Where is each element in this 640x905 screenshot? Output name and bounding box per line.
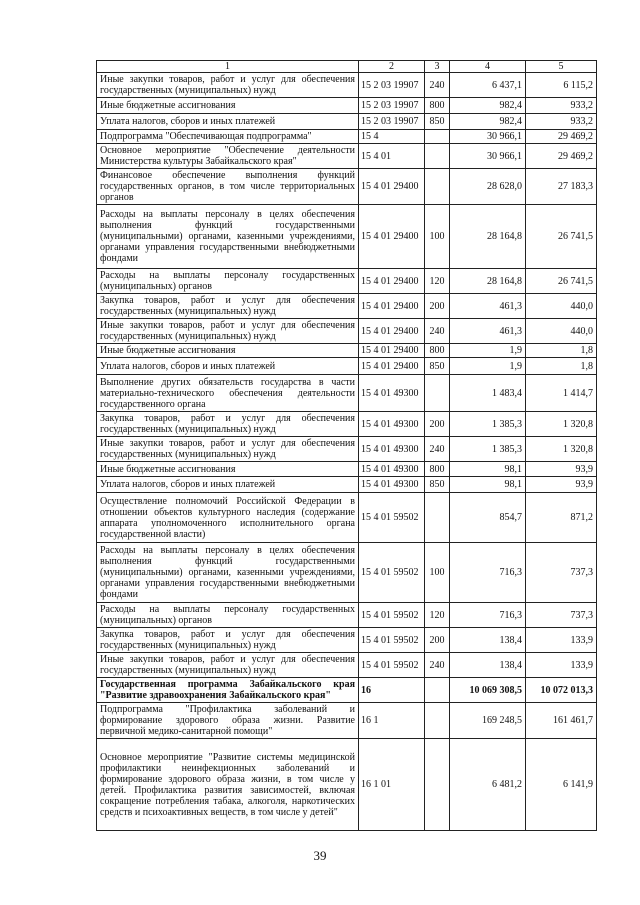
cell-value-2: 933,2 <box>526 114 597 130</box>
cell-code: 15 4 01 29400 <box>359 169 425 205</box>
cell-name: Выполнение других обязательств государства в части материально-технического обеспечения деятельности государственного органа <box>97 375 359 412</box>
cell-vr <box>425 493 450 543</box>
cell-code: 15 4 01 59502 <box>359 628 425 653</box>
cell-value-2: 27 183,3 <box>526 169 597 205</box>
cell-value-2: 6 141,9 <box>526 739 597 831</box>
cell-code: 16 1 <box>359 703 425 739</box>
table-row <box>97 375 597 412</box>
cell-value-1: 461,3 <box>450 294 526 319</box>
cell-value-2: 133,9 <box>526 653 597 678</box>
cell-name: Осуществление полномочий Российской Федерации в отношении объектов культурного наследия (содержание аппарата уполномоченного исполнительного органа государственной власти) <box>97 493 359 543</box>
cell-code: 15 4 01 29400 <box>359 344 425 358</box>
cell-value-2: 10 072 013,3 <box>526 678 597 703</box>
cell-vr: 850 <box>425 477 450 493</box>
cell-vr: 100 <box>425 205 450 269</box>
cell-vr <box>425 703 450 739</box>
cell-vr: 850 <box>425 114 450 130</box>
cell-value-2: 93,9 <box>526 462 597 477</box>
cell-vr <box>425 130 450 144</box>
table-row <box>97 114 597 130</box>
cell-value-1: 10 069 308,5 <box>450 678 526 703</box>
cell-value-2: 93,9 <box>526 477 597 493</box>
table-row <box>97 344 597 358</box>
table-row <box>97 169 597 205</box>
table-row <box>97 477 597 493</box>
cell-value-2: 1 320,8 <box>526 437 597 462</box>
cell-vr: 200 <box>425 294 450 319</box>
cell-value-2: 26 741,5 <box>526 205 597 269</box>
header-cell-name: 1 <box>97 61 359 73</box>
cell-value-1: 1 385,3 <box>450 412 526 437</box>
cell-value-1: 6 481,2 <box>450 739 526 831</box>
cell-name: Государственная программа Забайкальского края "Развитие здравоохранения Забайкальского края" <box>97 678 359 703</box>
cell-name: Расходы на выплаты персоналу в целях обеспечения выполнения функций государственными (муниципальными) органами, казенными учреждениями, органами управления государственными внебюджетными фондами <box>97 205 359 269</box>
cell-code: 15 4 01 59502 <box>359 493 425 543</box>
cell-value-1: 461,3 <box>450 319 526 344</box>
cell-code: 15 4 01 49300 <box>359 477 425 493</box>
cell-value-1: 982,4 <box>450 98 526 114</box>
cell-code: 15 4 01 <box>359 144 425 169</box>
cell-vr: 240 <box>425 437 450 462</box>
table-row <box>97 543 597 603</box>
cell-name: Закупка товаров, работ и услуг для обеспечения государственных (муниципальных) нужд <box>97 412 359 437</box>
header-cell-value-1: 4 <box>450 61 526 73</box>
cell-vr: 120 <box>425 603 450 628</box>
cell-name: Основное мероприятие "Обеспечение деятельности Министерства культуры Забайкальского края" <box>97 144 359 169</box>
cell-name: Иные закупки товаров, работ и услуг для обеспечения государственных (муниципальных) нужд <box>97 319 359 344</box>
cell-vr: 200 <box>425 628 450 653</box>
table-body <box>97 61 597 831</box>
table-row <box>97 73 597 98</box>
table-row <box>97 703 597 739</box>
cell-value-1: 98,1 <box>450 462 526 477</box>
cell-value-1: 138,4 <box>450 653 526 678</box>
cell-vr: 850 <box>425 358 450 375</box>
cell-code: 15 2 03 19907 <box>359 98 425 114</box>
table-row <box>97 653 597 678</box>
cell-value-1: 1,9 <box>450 344 526 358</box>
cell-vr: 240 <box>425 319 450 344</box>
cell-value-2: 29 469,2 <box>526 144 597 169</box>
cell-vr: 100 <box>425 543 450 603</box>
cell-value-2: 440,0 <box>526 319 597 344</box>
cell-value-2: 133,9 <box>526 628 597 653</box>
table-row <box>97 205 597 269</box>
cell-code: 15 2 03 19907 <box>359 114 425 130</box>
cell-vr <box>425 144 450 169</box>
cell-value-1: 28 164,8 <box>450 205 526 269</box>
cell-vr <box>425 739 450 831</box>
cell-value-1: 854,7 <box>450 493 526 543</box>
cell-vr: 240 <box>425 73 450 98</box>
cell-name: Закупка товаров, работ и услуг для обеспечения государственных (муниципальных) нужд <box>97 294 359 319</box>
cell-value-1: 28 164,8 <box>450 269 526 294</box>
header-cell-code: 2 <box>359 61 425 73</box>
cell-code: 15 4 01 29400 <box>359 269 425 294</box>
cell-name: Иные бюджетные ассигнования <box>97 344 359 358</box>
budget-table <box>96 60 597 831</box>
table-row <box>97 98 597 114</box>
cell-value-2: 933,2 <box>526 98 597 114</box>
cell-code: 15 4 01 59502 <box>359 603 425 628</box>
header-cell-vr: 3 <box>425 61 450 73</box>
table-row <box>97 462 597 477</box>
cell-value-1: 982,4 <box>450 114 526 130</box>
cell-name: Закупка товаров, работ и услуг для обеспечения государственных (муниципальных) нужд <box>97 628 359 653</box>
table-row <box>97 269 597 294</box>
table-header-row <box>97 61 597 73</box>
page-number: 39 <box>313 848 327 863</box>
cell-code: 16 <box>359 678 425 703</box>
table-row <box>97 144 597 169</box>
table-row <box>97 493 597 543</box>
cell-code: 15 4 01 59502 <box>359 653 425 678</box>
cell-value-2: 1 320,8 <box>526 412 597 437</box>
cell-name: Финансовое обеспечение выполнения функций государственных органов, в том числе территориальных органов <box>97 169 359 205</box>
cell-name: Иные закупки товаров, работ и услуг для обеспечения государственных (муниципальных) нужд <box>97 73 359 98</box>
table-row <box>97 130 597 144</box>
cell-value-1: 138,4 <box>450 628 526 653</box>
cell-name: Подпрограмма "Обеспечивающая подпрограмма" <box>97 130 359 144</box>
cell-name: Уплата налогов, сборов и иных платежей <box>97 114 359 130</box>
cell-code: 15 2 03 19907 <box>359 73 425 98</box>
cell-vr: 240 <box>425 653 450 678</box>
cell-value-1: 30 966,1 <box>450 130 526 144</box>
cell-value-2: 440,0 <box>526 294 597 319</box>
cell-name: Расходы на выплаты персоналу государственных (муниципальных) органов <box>97 269 359 294</box>
cell-code: 16 1 01 <box>359 739 425 831</box>
cell-name: Подпрограмма "Профилактика заболеваний и формирование здорового образа жизни. Развитие первичной медико-санитарной помощи" <box>97 703 359 739</box>
cell-vr: 120 <box>425 269 450 294</box>
table-row <box>97 603 597 628</box>
cell-value-1: 30 966,1 <box>450 144 526 169</box>
table-row <box>97 412 597 437</box>
cell-code: 15 4 <box>359 130 425 144</box>
cell-vr: 800 <box>425 98 450 114</box>
cell-vr: 800 <box>425 462 450 477</box>
cell-value-1: 1 385,3 <box>450 437 526 462</box>
table-row <box>97 294 597 319</box>
cell-value-2: 26 741,5 <box>526 269 597 294</box>
cell-name: Уплата налогов, сборов и иных платежей <box>97 358 359 375</box>
cell-value-2: 161 461,7 <box>526 703 597 739</box>
cell-code: 15 4 01 59502 <box>359 543 425 603</box>
cell-code: 15 4 01 49300 <box>359 375 425 412</box>
cell-value-2: 871,2 <box>526 493 597 543</box>
cell-value-2: 29 469,2 <box>526 130 597 144</box>
cell-name: Основное мероприятие "Развитие системы медицинской профилактики неинфекционных заболеваний и формирование здорового образа жизни, в том числе у детей. Профилактика развития зависимостей, включая сокращение потребления табака, алкоголя, наркотических средств и психоактивных веществ, в том числе у детей" <box>97 739 359 831</box>
cell-vr <box>425 375 450 412</box>
cell-value-1: 716,3 <box>450 543 526 603</box>
cell-name: Иные бюджетные ассигнования <box>97 98 359 114</box>
cell-value-1: 28 628,0 <box>450 169 526 205</box>
cell-value-2: 1,8 <box>526 358 597 375</box>
cell-value-1: 6 437,1 <box>450 73 526 98</box>
cell-value-2: 6 115,2 <box>526 73 597 98</box>
cell-value-2: 1 414,7 <box>526 375 597 412</box>
cell-value-1: 169 248,5 <box>450 703 526 739</box>
table-row <box>97 319 597 344</box>
cell-code: 15 4 01 29400 <box>359 358 425 375</box>
table-row <box>97 437 597 462</box>
cell-name: Уплата налогов, сборов и иных платежей <box>97 477 359 493</box>
header-cell-value-2: 5 <box>526 61 597 73</box>
cell-value-2: 1,8 <box>526 344 597 358</box>
cell-code: 15 4 01 49300 <box>359 437 425 462</box>
cell-code: 15 4 01 49300 <box>359 462 425 477</box>
cell-value-2: 737,3 <box>526 543 597 603</box>
cell-value-2: 737,3 <box>526 603 597 628</box>
cell-code: 15 4 01 49300 <box>359 412 425 437</box>
cell-value-1: 716,3 <box>450 603 526 628</box>
cell-vr <box>425 678 450 703</box>
cell-vr: 800 <box>425 344 450 358</box>
table-row <box>97 628 597 653</box>
cell-code: 15 4 01 29400 <box>359 294 425 319</box>
cell-name: Расходы на выплаты персоналу в целях обеспечения выполнения функций государственными (муниципальными) органами, казенными учреждениями, органами управления государственными внебюджетными фондами <box>97 543 359 603</box>
cell-name: Расходы на выплаты персоналу государственных (муниципальных) органов <box>97 603 359 628</box>
table-row <box>97 678 597 703</box>
cell-value-1: 1,9 <box>450 358 526 375</box>
cell-name: Иные закупки товаров, работ и услуг для обеспечения государственных (муниципальных) нужд <box>97 653 359 678</box>
cell-value-1: 1 483,4 <box>450 375 526 412</box>
table-row <box>97 358 597 375</box>
cell-name: Иные бюджетные ассигнования <box>97 462 359 477</box>
cell-code: 15 4 01 29400 <box>359 319 425 344</box>
cell-value-1: 98,1 <box>450 477 526 493</box>
cell-name: Иные закупки товаров, работ и услуг для обеспечения государственных (муниципальных) нужд <box>97 437 359 462</box>
cell-code: 15 4 01 29400 <box>359 205 425 269</box>
table-row <box>97 739 597 831</box>
cell-vr <box>425 169 450 205</box>
cell-vr: 200 <box>425 412 450 437</box>
